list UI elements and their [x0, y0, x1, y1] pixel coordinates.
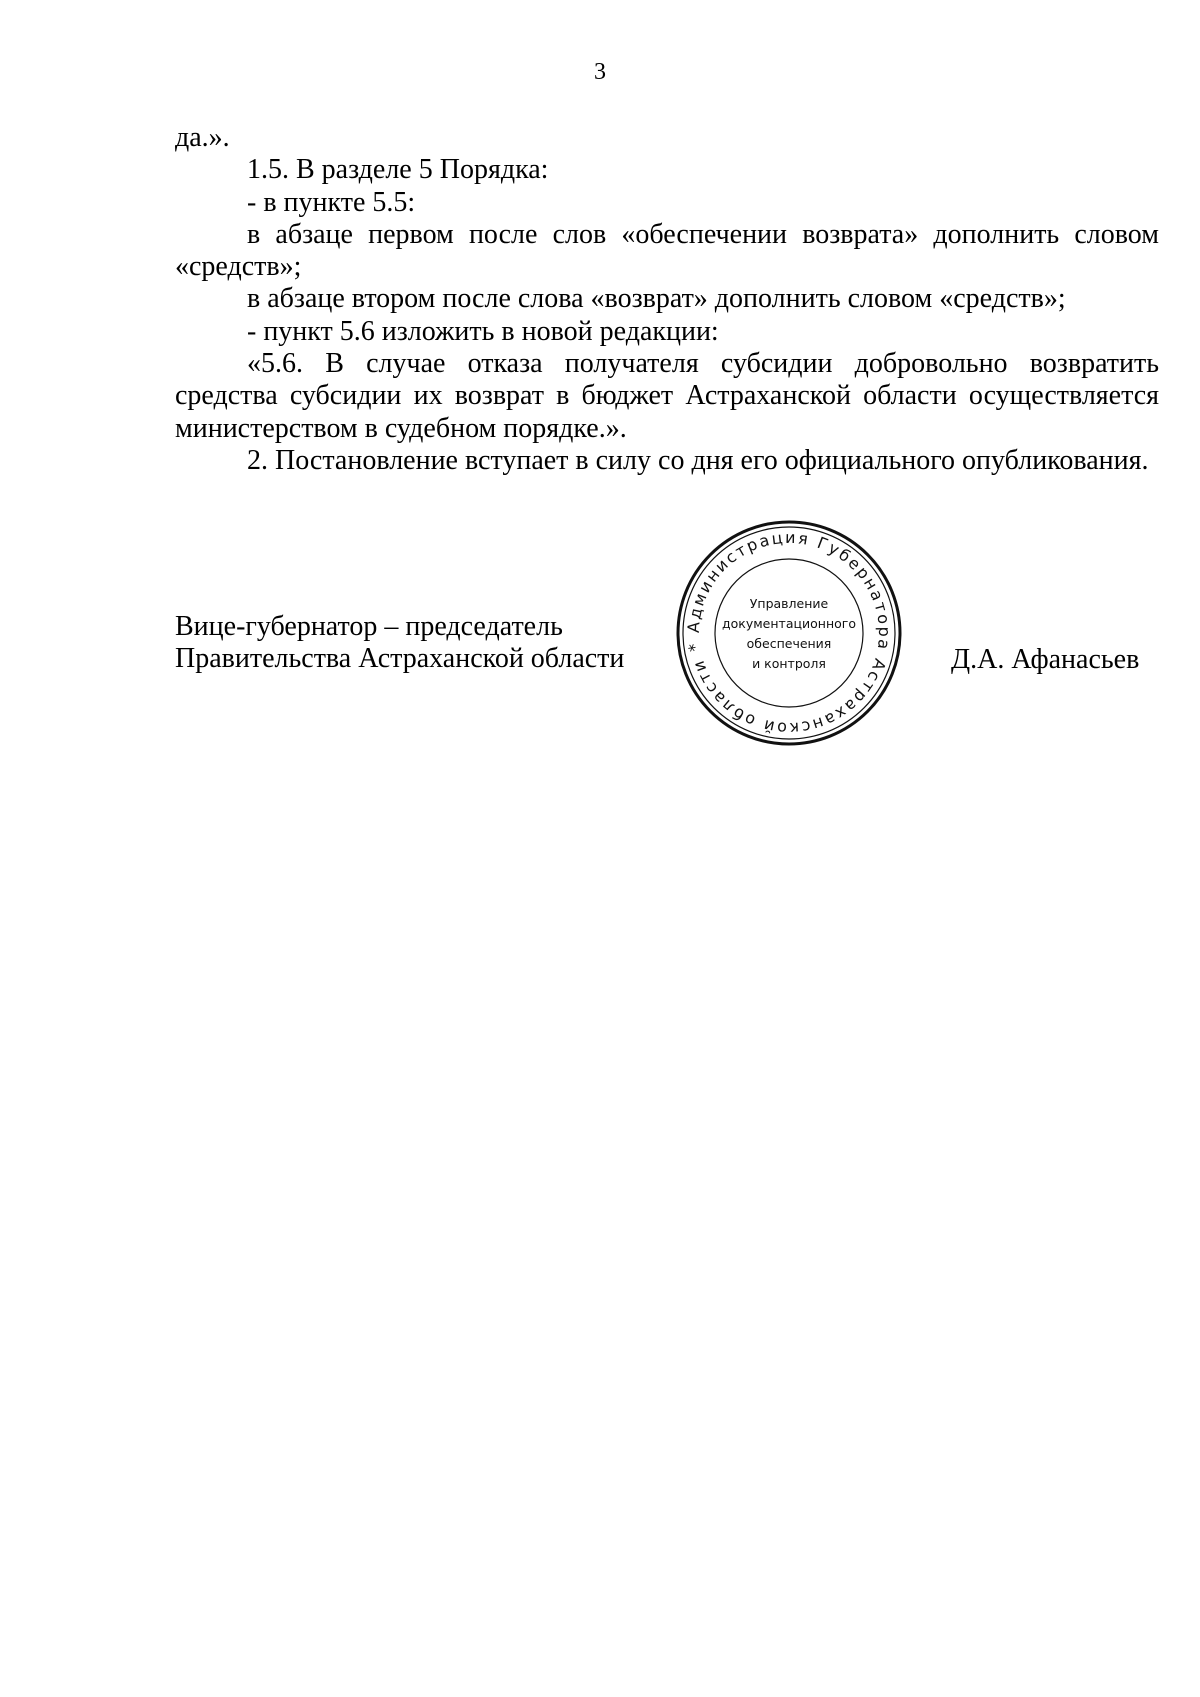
- page-number: 3: [594, 59, 606, 85]
- document-body: [175, 122, 1159, 477]
- stamp-center-line-4: и контроля: [752, 656, 826, 671]
- paragraph-point-5-6: - пункт 5.6 изложить в новой редакции:: [247, 315, 719, 347]
- stamp-center-line-1: Управление: [749, 596, 829, 611]
- paragraph-new-5-6: «5.6. В случае отказа получателя субсидии добровольно возвратить средства субсидии их возврат в бюджет Астраханской области осуществляется министерством в судебном порядке.».: [175, 348, 1159, 444]
- official-stamp: [674, 518, 904, 748]
- signer-name: Д.А. Афанасьев: [951, 644, 1140, 675]
- stamp-center-line-3: обеспечения: [746, 636, 832, 651]
- paragraph-section-1-5: 1.5. В разделе 5 Порядка:: [247, 154, 549, 186]
- paragraph-continuation: да.».: [175, 122, 230, 153]
- paragraph-point-5-5: - в пункте 5.5:: [247, 186, 416, 218]
- paragraph-first-abzac: в абзаце первом после слов «обеспечении возврата» дополнить словом «средств»;: [175, 218, 1159, 283]
- paragraph-second-abzac: в абзаце втором после слова «возврат» дополнить словом «средств»;: [247, 283, 1066, 315]
- stamp-ring-text: Администрация Губернатора Астраханской области *: [683, 527, 895, 739]
- signer-position: [175, 611, 624, 675]
- signer-position-line-1: Вице-губернатор – председатель: [175, 611, 563, 642]
- stamp-center-line-2: документационного: [722, 616, 856, 631]
- signer-position-line-2: Правительства Астраханской области: [175, 643, 625, 674]
- paragraph-effective-date: 2. Постановление вступает в силу со дня его официального опубликования.: [247, 444, 1149, 476]
- stamp-seal-icon: [674, 518, 904, 748]
